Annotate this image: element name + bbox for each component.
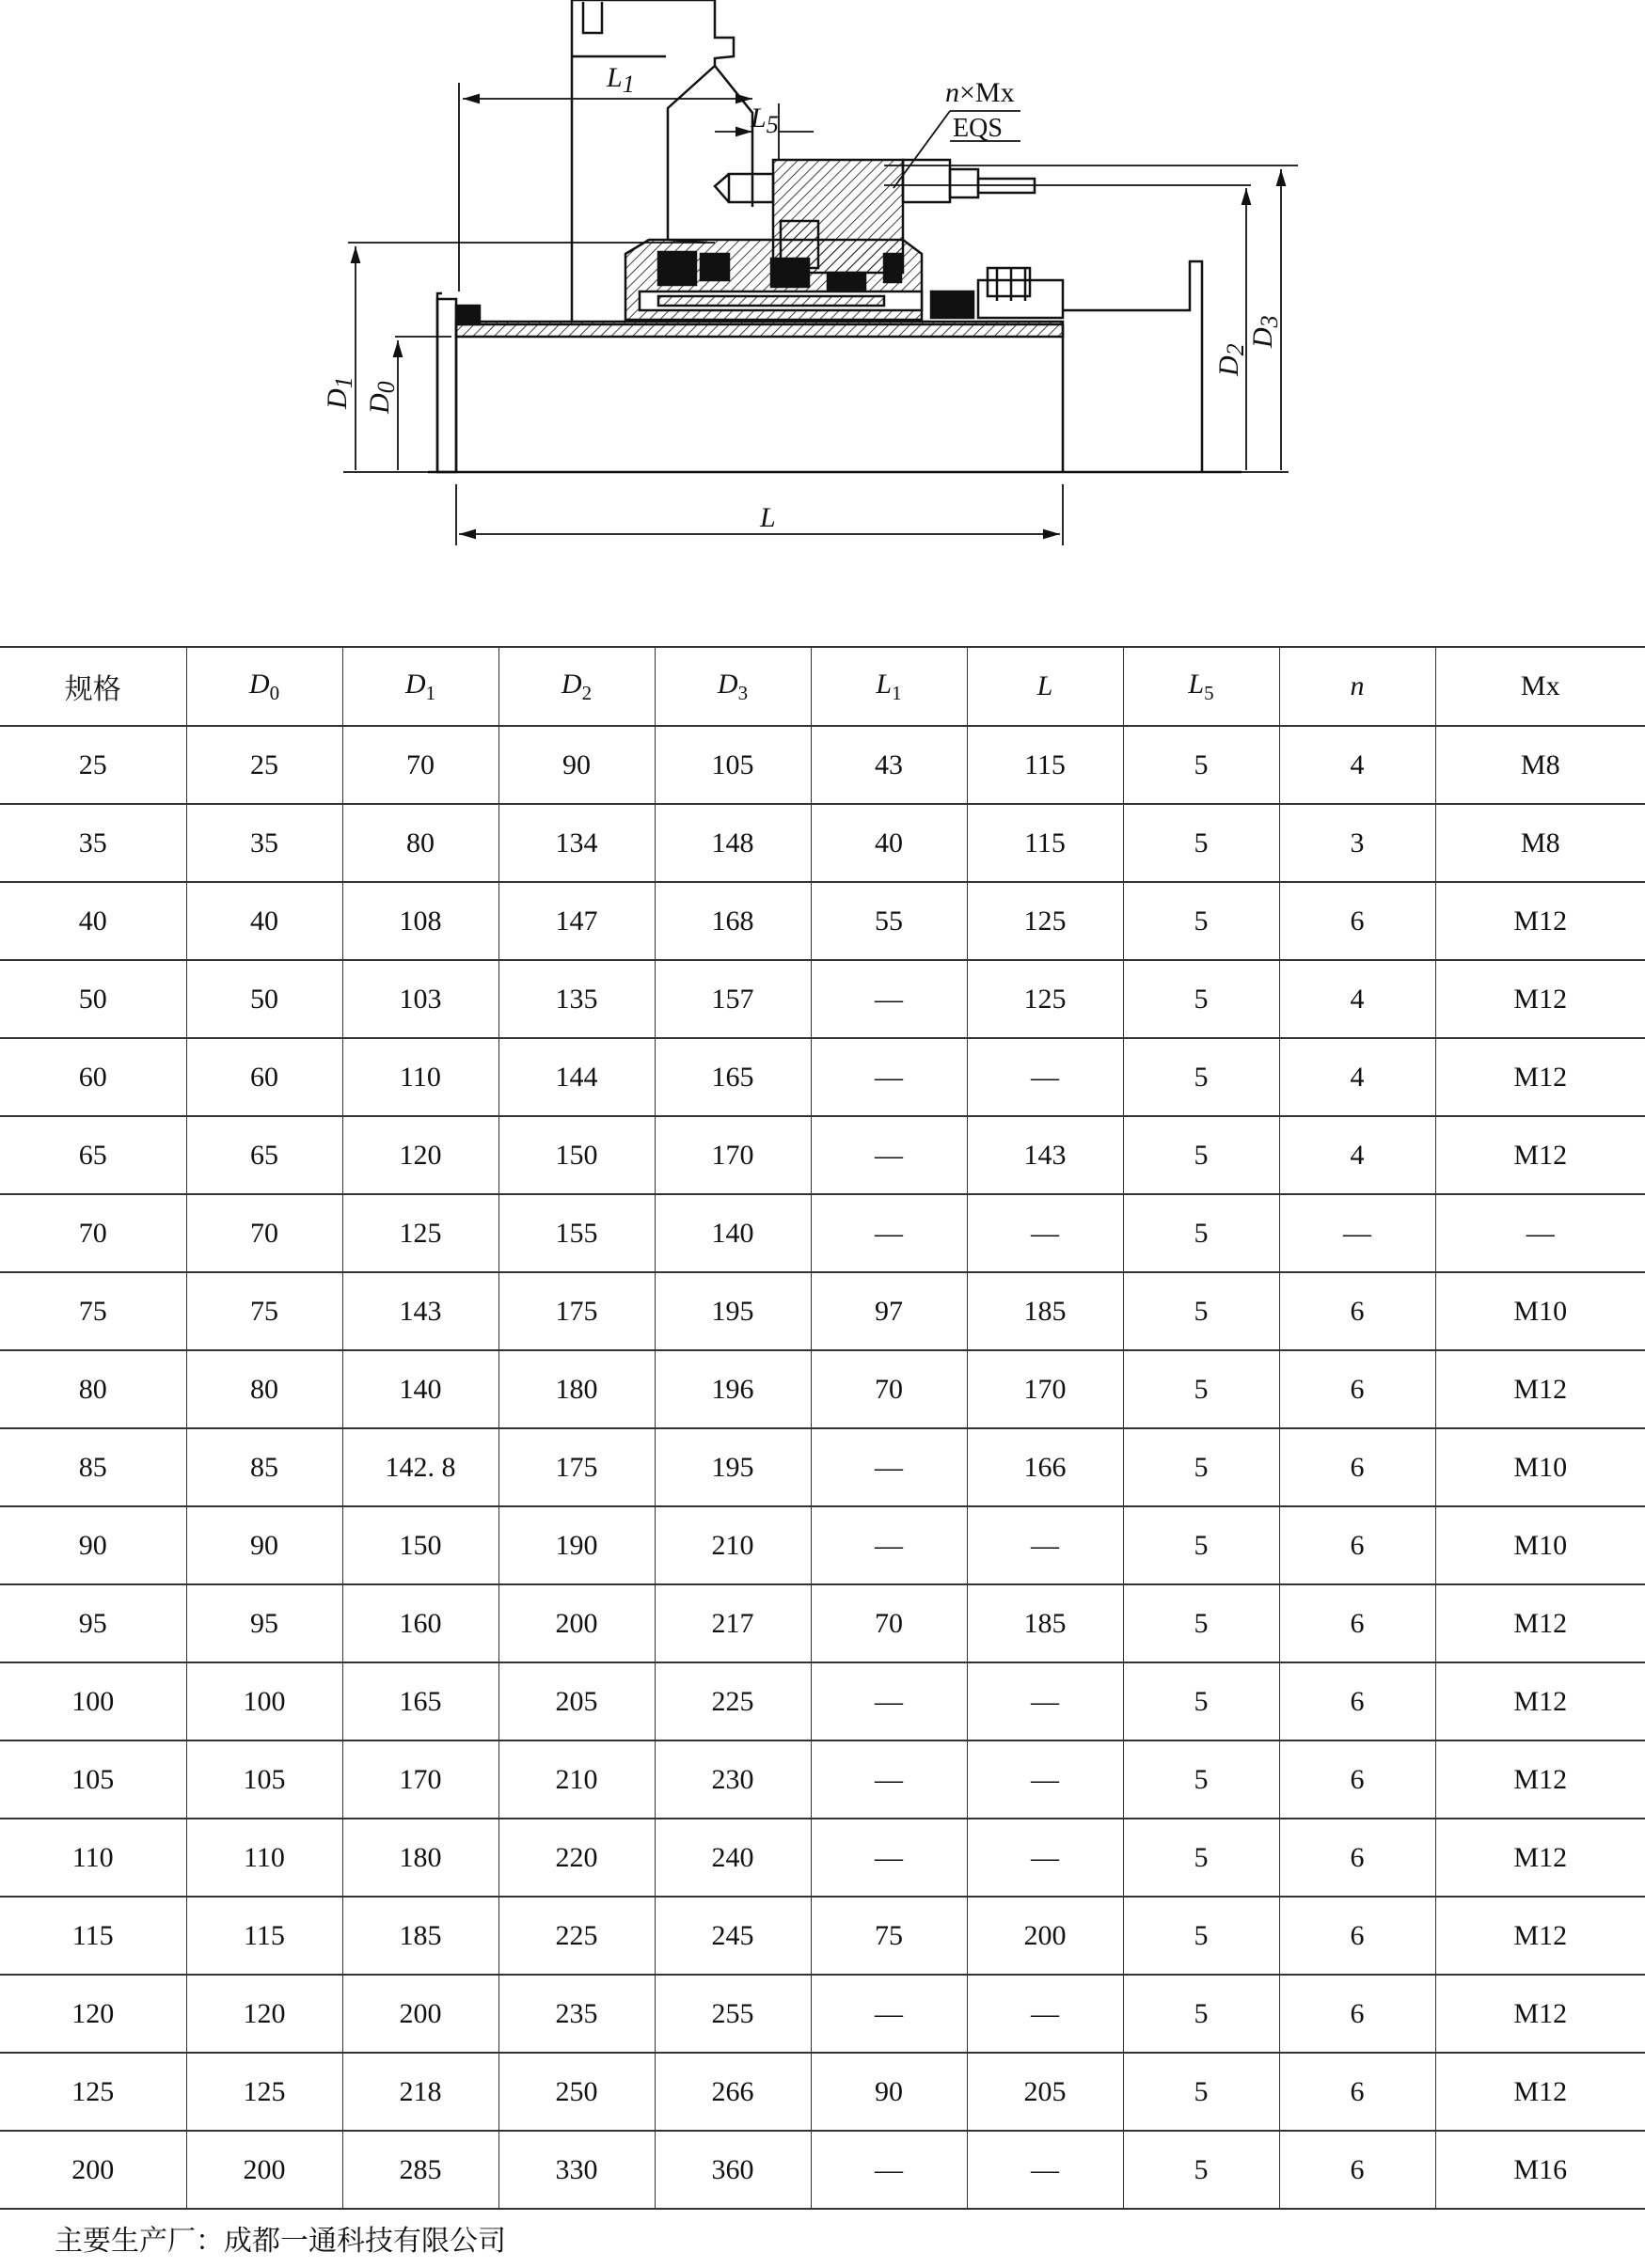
table-cell: 95	[0, 1584, 186, 1662]
table-cell: 135	[498, 960, 655, 1038]
table-cell: 5	[1123, 1740, 1279, 1819]
table-cell: 5	[1123, 804, 1279, 882]
table-cell: 245	[655, 1897, 811, 1975]
table-cell: —	[967, 1194, 1123, 1272]
table-cell: 225	[498, 1897, 655, 1975]
table-cell: 6	[1279, 1350, 1435, 1428]
column-header	[1435, 647, 1645, 726]
table-cell: 5	[1123, 960, 1279, 1038]
table-cell: 147	[498, 882, 655, 960]
table-cell: 5	[1123, 1897, 1279, 1975]
table-cell: 255	[655, 1975, 811, 2053]
label-nMx: n×Mx	[945, 77, 1015, 108]
table-cell: 115	[186, 1897, 342, 1975]
column-header-main: D	[717, 668, 738, 700]
column-header-main: D	[404, 668, 426, 700]
table-cell: 6	[1279, 1897, 1435, 1975]
table-cell: 195	[655, 1428, 811, 1506]
table-row	[0, 1350, 1645, 1428]
table-row	[0, 2131, 1645, 2209]
table-cell: 180	[498, 1350, 655, 1428]
label-D0: D0	[364, 381, 400, 414]
table-cell: 210	[655, 1506, 811, 1584]
table-cell: 205	[967, 2053, 1123, 2131]
table-cell: 125	[0, 2053, 186, 2131]
table-cell: 240	[655, 1819, 811, 1897]
table-cell: 217	[655, 1584, 811, 1662]
table-cell: 100	[186, 1662, 342, 1740]
seal-assembly-drawing	[0, 0, 1645, 583]
table-cell: 218	[342, 2053, 498, 2131]
table-cell: 175	[498, 1428, 655, 1506]
table-cell: 90	[0, 1506, 186, 1584]
table-cell: 80	[0, 1350, 186, 1428]
table-cell: 40	[811, 804, 967, 882]
table-cell: 170	[342, 1740, 498, 1819]
table-cell: 6	[1279, 1975, 1435, 2053]
table-cell: —	[1279, 1194, 1435, 1272]
table-cell: 195	[655, 1272, 811, 1350]
column-header-main: D	[561, 668, 582, 700]
table-cell: 60	[0, 1038, 186, 1116]
table-cell: 85	[0, 1428, 186, 1506]
table-cell: 5	[1123, 1350, 1279, 1428]
table-cell: 80	[186, 1350, 342, 1428]
table-cell: 115	[967, 804, 1123, 882]
table-row	[0, 882, 1645, 960]
column-header-sub: 1	[892, 681, 902, 704]
column-header-sub: 2	[581, 681, 593, 704]
table-cell: —	[967, 2131, 1123, 2209]
table-cell: 25	[0, 726, 186, 804]
table-cell: 140	[342, 1350, 498, 1428]
table-header-row	[0, 647, 1645, 726]
column-header-sub: 1	[425, 681, 436, 704]
table-cell: 5	[1123, 1038, 1279, 1116]
column-header-sub: 3	[737, 681, 749, 704]
column-header	[811, 647, 967, 726]
table-cell: —	[811, 1038, 967, 1116]
table-cell: 25	[186, 726, 342, 804]
table-cell: 4	[1279, 726, 1435, 804]
table-cell: M12	[1435, 1038, 1645, 1116]
table-cell: 210	[498, 1740, 655, 1819]
table-cell: 108	[342, 882, 498, 960]
table-cell: 75	[186, 1272, 342, 1350]
table-cell: —	[811, 1975, 967, 2053]
table-cell: 175	[498, 1272, 655, 1350]
column-header	[967, 647, 1123, 726]
table-row	[0, 1975, 1645, 2053]
table-cell: 40	[0, 882, 186, 960]
table-cell: 125	[342, 1194, 498, 1272]
table-cell: M12	[1435, 960, 1645, 1038]
table-cell: 4	[1279, 1116, 1435, 1194]
table-cell: 6	[1279, 2053, 1435, 2131]
table-cell: 95	[186, 1584, 342, 1662]
table-cell: 6	[1279, 1662, 1435, 1740]
manufacturer-note: 主要生产厂：成都一通科技有限公司	[55, 2225, 506, 2258]
table-cell: 43	[811, 726, 967, 804]
table-row	[0, 1194, 1645, 1272]
column-header-main: Mx	[1520, 670, 1560, 701]
table-cell: 5	[1123, 882, 1279, 960]
table-cell: 35	[0, 804, 186, 882]
column-header-main: L	[1188, 668, 1205, 700]
table-cell: 90	[498, 726, 655, 804]
table-cell: —	[967, 1740, 1123, 1819]
table-row	[0, 1584, 1645, 1662]
column-header-main: L	[876, 668, 893, 700]
table-cell: 90	[186, 1506, 342, 1584]
table-cell: 5	[1123, 2053, 1279, 2131]
table-cell: —	[811, 1194, 967, 1272]
table-cell: 6	[1279, 1272, 1435, 1350]
table-cell: 65	[0, 1116, 186, 1194]
table-cell: 220	[498, 1819, 655, 1897]
table-cell: 70	[0, 1194, 186, 1272]
table-cell: —	[811, 1662, 967, 1740]
table-cell: 105	[0, 1740, 186, 1819]
table-row	[0, 960, 1645, 1038]
table-cell: 5	[1123, 1194, 1279, 1272]
table-cell: 4	[1279, 960, 1435, 1038]
label-L1: L1	[607, 62, 635, 98]
column-header-main: L	[1036, 670, 1053, 701]
table-cell: 185	[342, 1897, 498, 1975]
table-cell: 5	[1123, 1272, 1279, 1350]
table-cell: 200	[0, 2131, 186, 2209]
table-cell: 143	[967, 1116, 1123, 1194]
table-cell: 75	[0, 1272, 186, 1350]
table-cell: 5	[1123, 1662, 1279, 1740]
table-cell: 235	[498, 1975, 655, 2053]
table-cell: 140	[655, 1194, 811, 1272]
table-cell: —	[811, 1819, 967, 1897]
table-cell: 6	[1279, 1584, 1435, 1662]
table-cell: 85	[186, 1428, 342, 1506]
table-cell: 5	[1123, 1116, 1279, 1194]
table-cell: 185	[967, 1584, 1123, 1662]
table-row	[0, 2053, 1645, 2131]
table-cell: —	[811, 1506, 967, 1584]
table-cell: —	[811, 1116, 967, 1194]
table-cell: 115	[0, 1897, 186, 1975]
table-cell: —	[811, 1740, 967, 1819]
table-cell: 5	[1123, 726, 1279, 804]
column-header-sub: 0	[269, 681, 280, 704]
table-cell: 3	[1279, 804, 1435, 882]
table-cell: 120	[342, 1116, 498, 1194]
table-cell: 50	[186, 960, 342, 1038]
column-header	[0, 647, 186, 726]
table-cell: —	[967, 1662, 1123, 1740]
table-cell: 70	[811, 1350, 967, 1428]
table-row	[0, 1272, 1645, 1350]
table-cell: 144	[498, 1038, 655, 1116]
table-cell: 190	[498, 1506, 655, 1584]
table-cell: 65	[186, 1116, 342, 1194]
table-cell: 185	[967, 1272, 1123, 1350]
table-cell: 120	[186, 1975, 342, 2053]
column-header-main: n	[1350, 670, 1365, 701]
table-cell: 55	[811, 882, 967, 960]
table-row	[0, 1819, 1645, 1897]
table-cell: 90	[811, 2053, 967, 2131]
table-cell: 5	[1123, 1819, 1279, 1897]
table-cell: 155	[498, 1194, 655, 1272]
table-cell: 6	[1279, 882, 1435, 960]
table-cell: 125	[967, 882, 1123, 960]
table-cell: 40	[186, 882, 342, 960]
table-body	[0, 726, 1645, 2209]
table-cell: M12	[1435, 1584, 1645, 1662]
table-row	[0, 1116, 1645, 1194]
table-cell: M12	[1435, 1116, 1645, 1194]
table-cell: 157	[655, 960, 811, 1038]
table-cell: 360	[655, 2131, 811, 2209]
table-cell: M8	[1435, 726, 1645, 804]
column-header-main: 规格	[64, 674, 121, 705]
table-cell: 105	[186, 1740, 342, 1819]
table-cell: —	[1435, 1194, 1645, 1272]
table-cell: 110	[0, 1819, 186, 1897]
table-cell: 180	[342, 1819, 498, 1897]
table-cell: 200	[186, 2131, 342, 2209]
table-cell: 110	[342, 1038, 498, 1116]
table-cell: 50	[0, 960, 186, 1038]
table-cell: 168	[655, 882, 811, 960]
table-cell: 5	[1123, 1428, 1279, 1506]
table-cell: 170	[967, 1350, 1123, 1428]
table-cell: 196	[655, 1350, 811, 1428]
table-cell: 250	[498, 2053, 655, 2131]
label-D2: D2	[1213, 343, 1249, 376]
table-cell: M8	[1435, 804, 1645, 882]
label-D3: D3	[1247, 315, 1283, 348]
column-header	[1123, 647, 1279, 726]
table-cell: M12	[1435, 1897, 1645, 1975]
table-cell: 200	[498, 1584, 655, 1662]
table-cell: —	[811, 960, 967, 1038]
table-cell: 75	[811, 1897, 967, 1975]
table-cell: M10	[1435, 1428, 1645, 1506]
table-cell: 4	[1279, 1038, 1435, 1116]
table-cell: 6	[1279, 1740, 1435, 1819]
column-header-sub: 5	[1204, 681, 1214, 704]
label-EQS: EQS	[953, 114, 1003, 143]
table-row	[0, 804, 1645, 882]
table-row	[0, 1428, 1645, 1506]
column-header-main: D	[248, 668, 270, 700]
table-cell: M12	[1435, 1975, 1645, 2053]
column-header	[655, 647, 811, 726]
table-cell: 6	[1279, 1428, 1435, 1506]
table-cell: —	[967, 1975, 1123, 2053]
table-cell: 148	[655, 804, 811, 882]
table-row	[0, 1662, 1645, 1740]
table-cell: 200	[967, 1897, 1123, 1975]
column-header	[186, 647, 342, 726]
table-cell: 35	[186, 804, 342, 882]
table-cell: —	[811, 1428, 967, 1506]
column-header	[498, 647, 655, 726]
label-L5: L5	[751, 102, 779, 138]
table-cell: 5	[1123, 2131, 1279, 2209]
table-cell: 105	[655, 726, 811, 804]
table-cell: 60	[186, 1038, 342, 1116]
table-cell: 120	[0, 1975, 186, 2053]
table-cell: 170	[655, 1116, 811, 1194]
table-cell: 103	[342, 960, 498, 1038]
table-cell: 6	[1279, 1819, 1435, 1897]
table-cell: M16	[1435, 2131, 1645, 2209]
table-cell: 80	[342, 804, 498, 882]
table-cell: 5	[1123, 1506, 1279, 1584]
table-cell: 115	[967, 726, 1123, 804]
table-cell: 150	[342, 1506, 498, 1584]
table-cell: 125	[186, 2053, 342, 2131]
table-row	[0, 726, 1645, 804]
table-cell: 97	[811, 1272, 967, 1350]
table-cell: 6	[1279, 1506, 1435, 1584]
table-cell: M12	[1435, 2053, 1645, 2131]
table-cell: 70	[342, 726, 498, 804]
table-cell: —	[967, 1506, 1123, 1584]
table-cell: 134	[498, 804, 655, 882]
table-cell: 5	[1123, 1975, 1279, 2053]
table-cell: 110	[186, 1819, 342, 1897]
label-D1: D1	[322, 376, 357, 409]
table-cell: M12	[1435, 1740, 1645, 1819]
table-cell: 225	[655, 1662, 811, 1740]
table-cell: 125	[967, 960, 1123, 1038]
column-header	[342, 647, 498, 726]
table-cell: 5	[1123, 1584, 1279, 1662]
table-cell: M12	[1435, 1350, 1645, 1428]
table-cell: 230	[655, 1740, 811, 1819]
table-cell: —	[967, 1038, 1123, 1116]
table-row	[0, 1038, 1645, 1116]
table-cell: 200	[342, 1975, 498, 2053]
table-cell: 165	[342, 1662, 498, 1740]
table-cell: 142. 8	[342, 1428, 498, 1506]
table-row	[0, 1506, 1645, 1584]
table-row	[0, 1740, 1645, 1819]
spec-table	[0, 646, 1645, 2210]
table-cell: 165	[655, 1038, 811, 1116]
table-cell: 6	[1279, 2131, 1435, 2209]
table-cell: —	[811, 2131, 967, 2209]
table-cell: 205	[498, 1662, 655, 1740]
table-cell: 143	[342, 1272, 498, 1350]
table-cell: M12	[1435, 1662, 1645, 1740]
table-cell: 160	[342, 1584, 498, 1662]
table-cell: —	[967, 1819, 1123, 1897]
table-cell: M10	[1435, 1272, 1645, 1350]
table-cell: M12	[1435, 882, 1645, 960]
table-cell: 330	[498, 2131, 655, 2209]
table-cell: 266	[655, 2053, 811, 2131]
table-cell: M10	[1435, 1506, 1645, 1584]
table-cell: M12	[1435, 1819, 1645, 1897]
column-header	[1279, 647, 1435, 726]
table-cell: 150	[498, 1116, 655, 1194]
table-row	[0, 1897, 1645, 1975]
label-L: L	[760, 502, 776, 533]
table-cell: 100	[0, 1662, 186, 1740]
table-cell: 285	[342, 2131, 498, 2209]
table-cell: 166	[967, 1428, 1123, 1506]
table-cell: 70	[811, 1584, 967, 1662]
table-cell: 70	[186, 1194, 342, 1272]
